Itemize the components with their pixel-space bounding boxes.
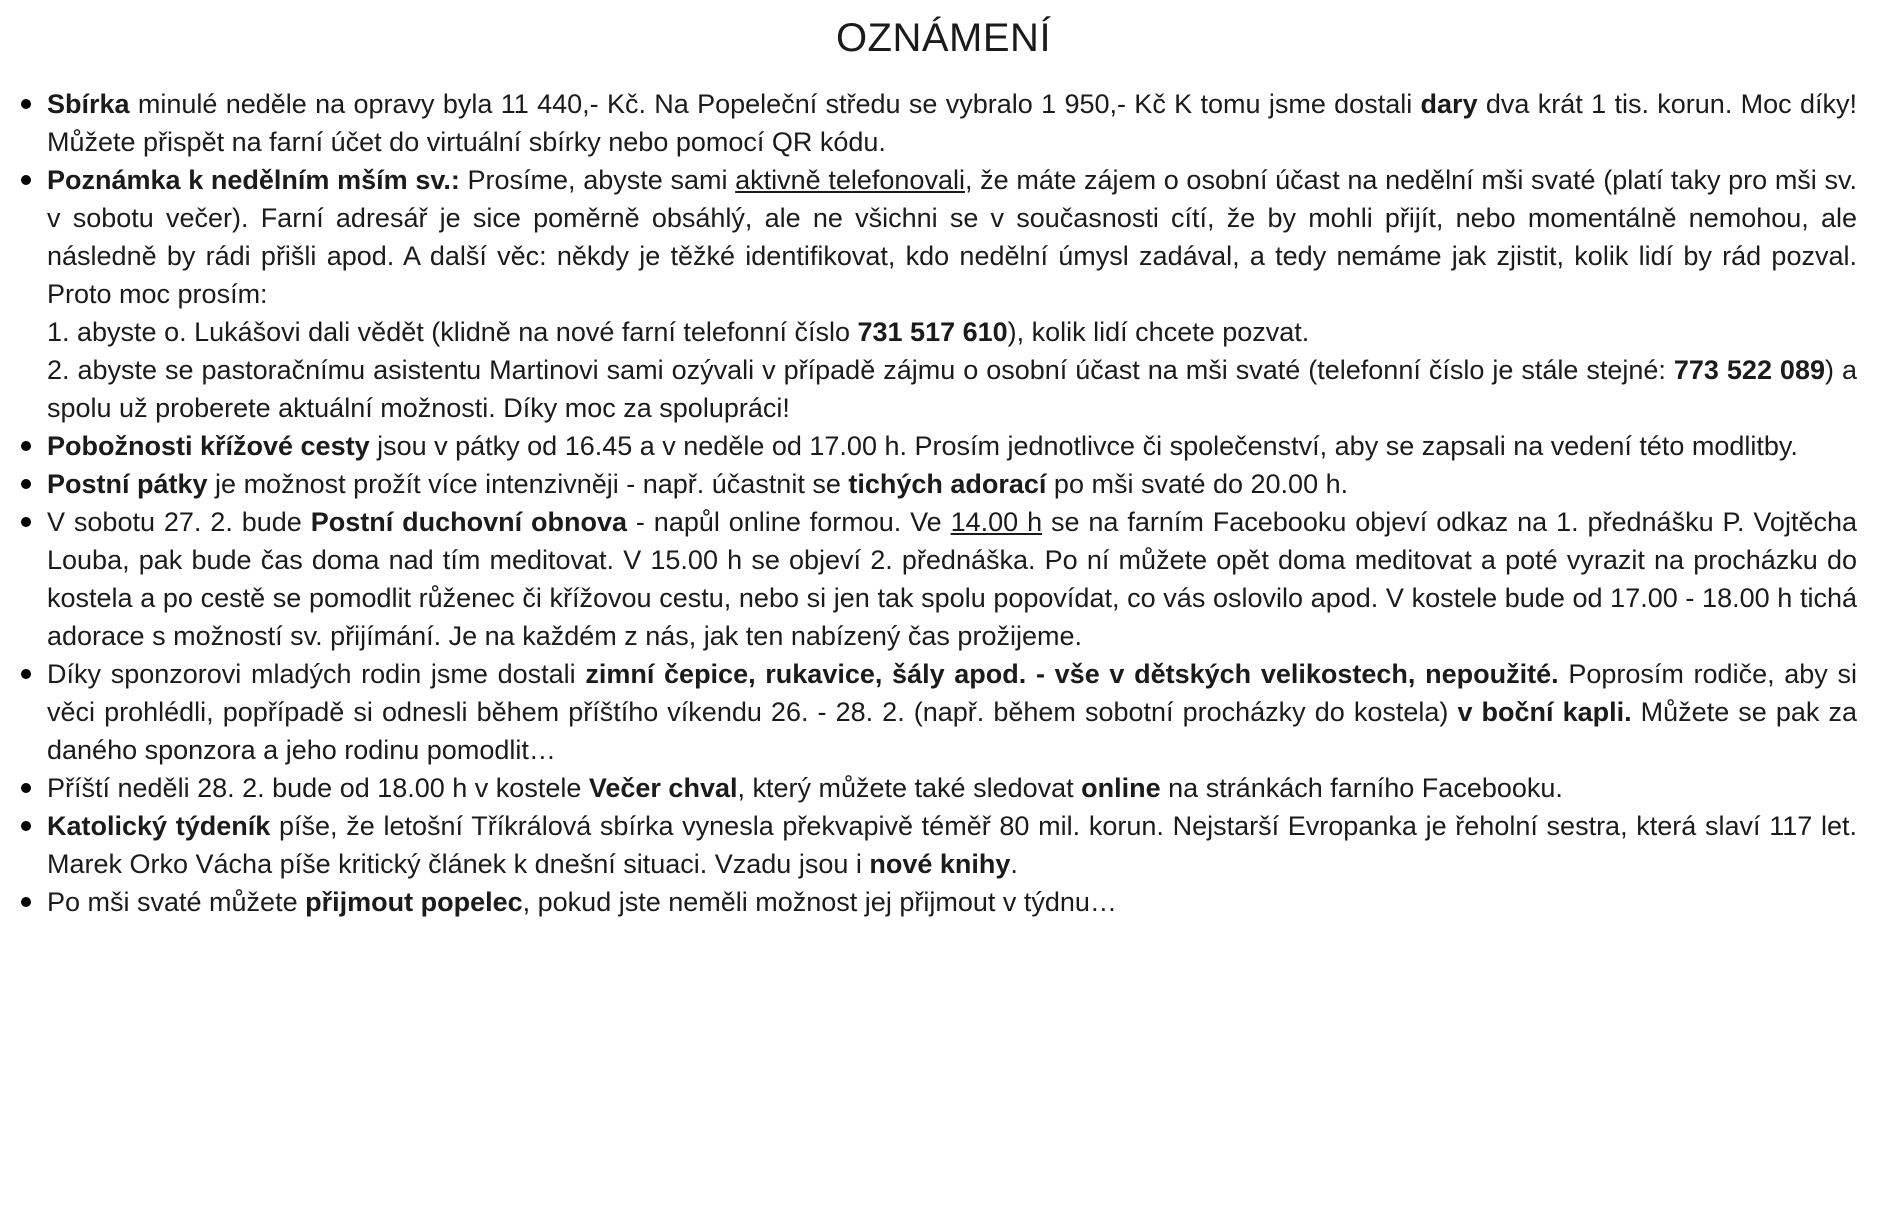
announcement-item-spiritual-renewal: V sobotu 27. 2. bude Postní duchovní obnova - napůl online formou. Ve 14.00 h se na farním Facebooku objeví odkaz na 1. přednášku P. Vojtěcha Louba, pak bude čas doma nad tím meditovat. V 15.00 h se objeví 2. přednáška. Po ní můžete opět doma meditovat a poté vyrazit na procházku do kostela a po cestě se pomodlit růženec či křížovou cestu, nebo si jen tak spolu popovídat, co vás oslovilo apod. V kostele bude od 17.00 - 18.00 h tichá adorace s možností sv. přijímání. Je na každém z nás, jak ten nabízený čas prožijeme. bbox=[0, 503, 1857, 655]
announcement-item-way-of-the-cross: Pobožnosti křížové cesty jsou v pátky od 16.45 a v neděle od 17.00 h. Prosím jednotlivce či společenství, aby se zapsali na vedení této modlitby. bbox=[0, 427, 1857, 465]
bullet-icon bbox=[21, 821, 31, 831]
page-title: OZNÁMENÍ bbox=[835, 16, 1052, 60]
bullet-icon bbox=[21, 441, 31, 451]
bullet-icon bbox=[21, 175, 31, 185]
announcement-item-sunday-masses-note: Poznámka k nedělním mším sv.: Prosíme, abyste sami aktivně telefonovali, že máte zájem o osobní účast na nedělní mši svaté (platí taky pro mši sv. v sobotu večer). Farní adresář je sice poměrně obsáhlý, ale ne všichni se v současnosti cítí, že by mohli přijít, nebo momentálně nemohou, ale následně by rádi přišli apod. A další věc: někdy je těžké identifikovat, kdo nedělní úmysl zadával, a tedy nemáme jak zjistit, kolik lidí by rád pozval. Proto moc prosím: bbox=[0, 161, 1857, 313]
bullet-icon bbox=[21, 783, 31, 793]
announcement-item-lenten-fridays: Postní pátky je možnost prožít více intenzivněji - např. účastnit se tichých adorací po mši svaté do 20.00 h. bbox=[0, 465, 1857, 503]
bullet-icon bbox=[21, 479, 31, 489]
bullet-icon bbox=[21, 669, 31, 679]
announcement-item-evening-of-praise: Příští neděli 28. 2. bude od 18.00 h v kostele Večer chval, který můžete také sledovat online na stránkách farního Facebooku. bbox=[0, 769, 1857, 807]
announcement-list bbox=[0, 85, 1857, 921]
bullet-icon bbox=[21, 99, 31, 109]
announcement-subitem-2-phone-martin: 2. abyste se pastoračnímu asistentu Martinovi sami ozývali v případě zájmu o osobní účast na mši svaté (telefonní číslo je stále stejné: 773 522 089) a spolu už proberete aktuální možnosti. Díky moc za spolupráci! bbox=[47, 355, 1857, 423]
bullet-icon bbox=[21, 517, 31, 527]
announcement-item-collection: Sbírka minulé neděle na opravy byla 11 440,- Kč. Na Popeleční středu se vybralo 1 950,- Kč K tomu jsme dostali dary dva krát 1 tis. korun. Moc díky! Můžete přispět na farní účet do virtuální sbírky nebo pomocí QR kódu. bbox=[0, 85, 1857, 161]
announcement-item-ashes: Po mši svaté můžete přijmout popelec, pokud jste neměli možnost jej přijmout v týdnu… bbox=[0, 883, 1857, 921]
announcement-item-catholic-weekly: Katolický týdeník píše, že letošní Tříkrálová sbírka vynesla překvapivě téměř 80 mil. korun. Nejstarší Evropanka je řeholní sestra, která slaví 117 let. Marek Orko Vácha píše kritický článek k dnešní situaci. Vzadu jsou i nové knihy. bbox=[0, 807, 1857, 883]
announcement-item-sponsor-donation: Díky sponzorovi mladých rodin jsme dostali zimní čepice, rukavice, šály apod. - vše v dětských velikostech, nepoužité. Poprosím rodiče, aby si věci prohlédli, popřípadě si odnesli během příštího víkendu 26. - 28. 2. (např. během sobotní procházky do kostela) v boční kapli. Můžete se pak za daného sponzora a jeho rodinu pomodlit… bbox=[0, 655, 1857, 769]
bullet-icon bbox=[21, 897, 31, 907]
announcement-subitem-1-phone-lukas: 1. abyste o. Lukášovi dali vědět (klidně na nové farní telefonní číslo 731 517 610), kolik lidí chcete pozvat. bbox=[47, 317, 1310, 347]
